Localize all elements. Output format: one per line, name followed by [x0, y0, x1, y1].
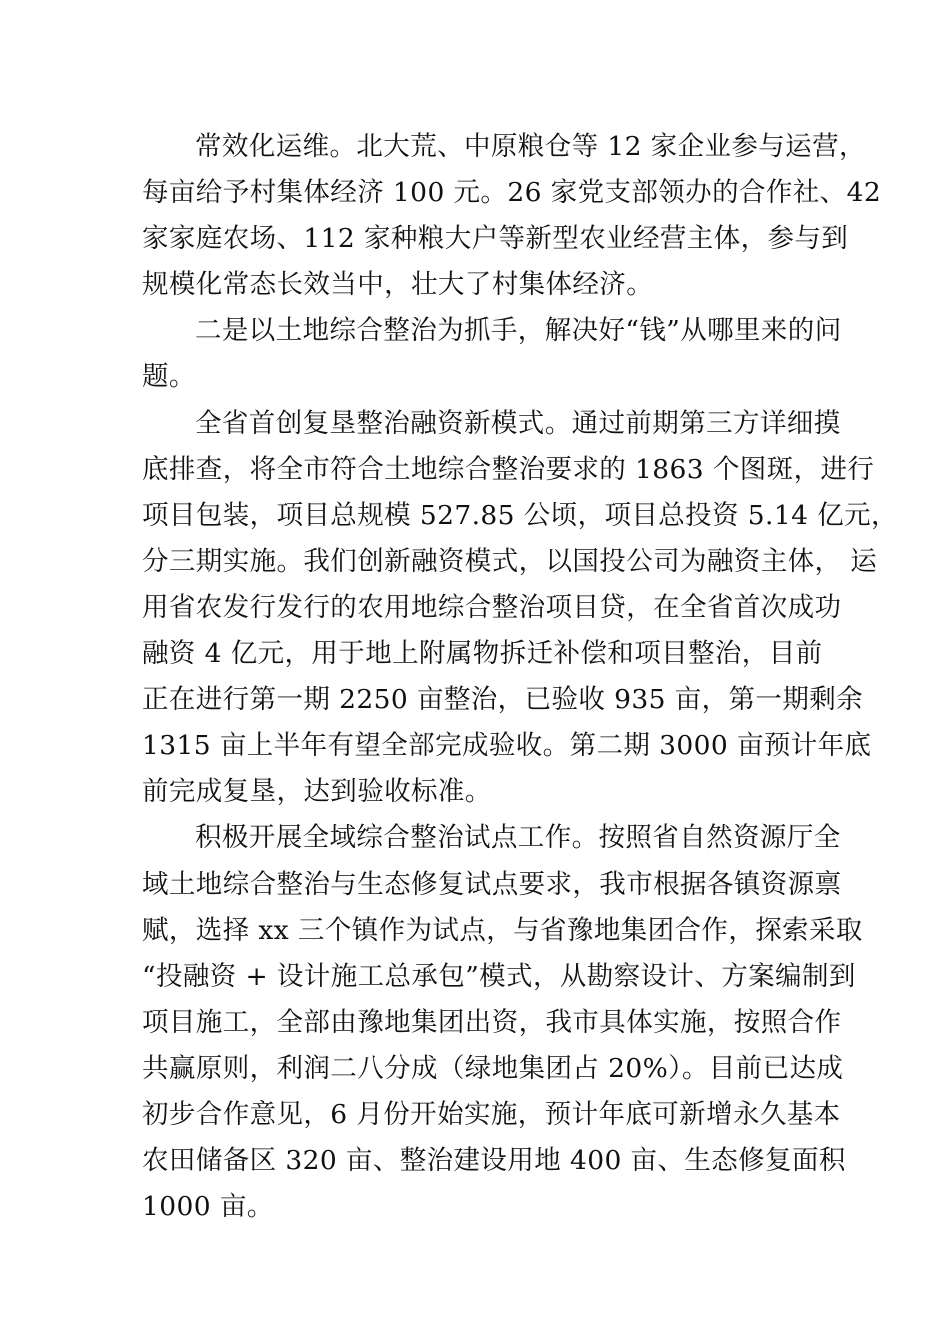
paragraph-line: 农田储备区 320 亩、整治建设用地 400 亩、生态修复面积 [142, 1145, 846, 1177]
paragraph-line: “投融资 + 设计施工总承包”模式，从勘察设计、方案编制到 [142, 960, 856, 992]
body-text [142, 124, 898, 1230]
paragraph-line: 规模化常态长效当中，壮大了村集体经济。 [142, 269, 654, 301]
paragraph-line: 赋，选择 xx 三个镇作为试点，与省豫地集团合作，探索采取 [142, 914, 863, 946]
paragraph-line: 1315 亩上半年有望全部完成验收。第二期 3000 亩预计年底 [142, 730, 872, 762]
paragraph-line: 融资 4 亿元，用于地上附属物拆迁补偿和项目整治，目前 [142, 638, 823, 670]
paragraph-line: 全省首创复垦整治融资新模式。通过前期第三方详细摸 [195, 407, 841, 439]
paragraph-heading-line: 二是以土地综合整治为抓手，解决好“钱”从哪里来的问 [195, 315, 842, 347]
paragraph-line: 正在进行第一期 2250 亩整治，已验收 935 亩，第一期剩余 [142, 684, 864, 716]
paragraph-line: 1000 亩。 [142, 1191, 274, 1223]
paragraph-line: 用省农发行发行的农用地综合整治项目贷，在全省首次成功 [142, 591, 842, 623]
paragraph-line: 分三期实施。我们创新融资模式，以国投公司为融资主体， 运 [142, 545, 878, 577]
paragraph-line: 项目施工，全部由豫地集团出资，我市具体实施，按照合作 [142, 1006, 842, 1038]
paragraph-line: 项目包装，项目总规模 527.85 公顷，项目总投资 5.14 亿元， [142, 499, 898, 531]
paragraph-line: 前完成复垦，达到验收标准。 [142, 776, 492, 808]
paragraph-line: 积极开展全域综合整治试点工作。按照省自然资源厅全 [195, 822, 841, 854]
paragraph-line: 域土地综合整治与生态修复试点要求，我市根据各镇资源禀 [142, 868, 842, 900]
paragraph-line: 底排查，将全市符合土地综合整治要求的 1863 个图斑，进行 [142, 453, 875, 485]
paragraph-line: 初步合作意见，6 月份开始实施，预计年底可新增永久基本 [142, 1098, 841, 1130]
paragraph-line: 共赢原则，利润二八分成（绿地集团占 20%）。目前已达成 [142, 1052, 844, 1084]
paragraph-line: 常效化运维。北大荒、中原粮仓等 12 家企业参与运营， [195, 131, 866, 162]
paragraph-heading-line: 题。 [142, 361, 196, 393]
paragraph-line: 家家庭农场、112 家种粮大户等新型农业经营主体，参与到 [142, 223, 849, 255]
paragraph-line: 每亩给予村集体经济 100 元。26 家党支部领办的合作社、42 [142, 177, 882, 209]
